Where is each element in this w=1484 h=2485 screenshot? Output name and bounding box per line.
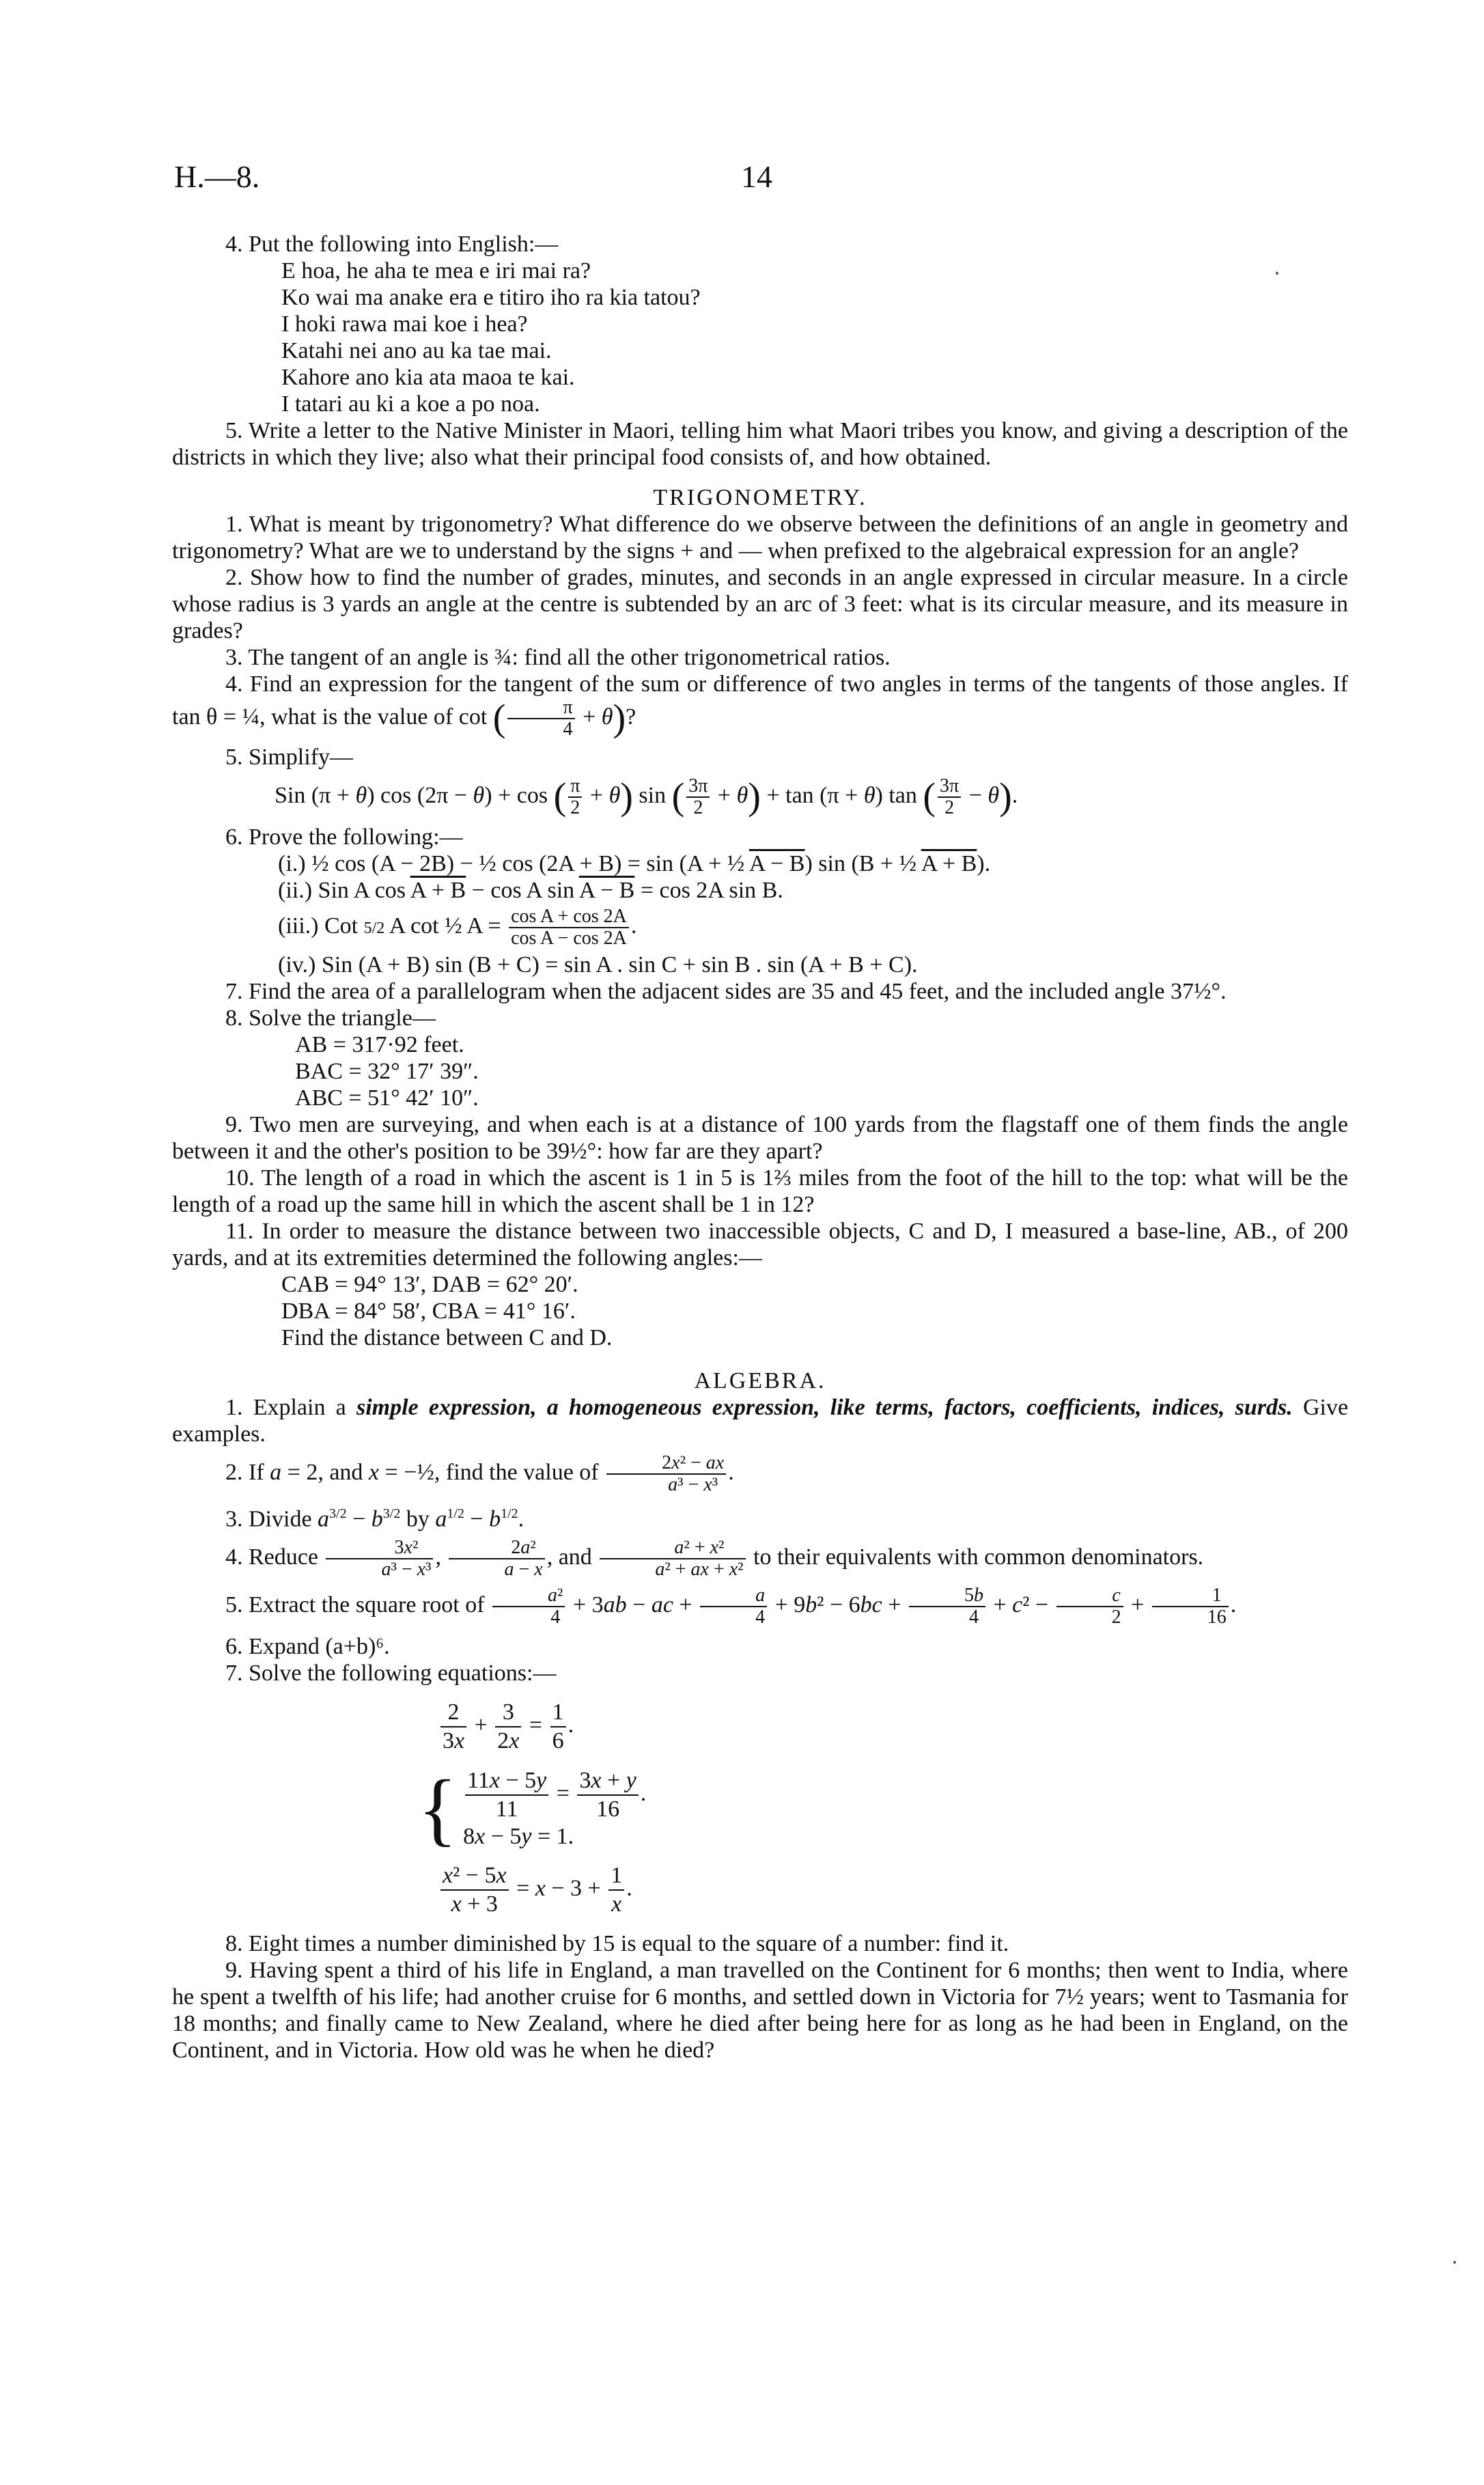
- baseline-angles: [172, 1271, 1348, 1351]
- algebra-question-2: 2. If a = 2, and x = −½, find the value of $\frac{\text{2x² − ax}}{\text{a³ − x³}}$ .: [225, 1452, 734, 1495]
- equation-3: $\frac{\text{x² − 5x}}{x + 3}$ = x − 3 + $\frac{1}{x}$ .: [172, 1862, 1348, 1918]
- prove-item-i: (i.) ½ cos (A − 2B) − ½ cos (2A + B) = sin (A + ½ A − B) sin (B + ½ A + B).: [278, 851, 991, 876]
- algebra-q1-suffix: Give examples.: [172, 1395, 1349, 1447]
- trig-question-8: 8. Solve the triangle—: [225, 1005, 436, 1031]
- simplify-expression: Sin (π + θ) cos (2π − θ) + cos ( $\frac{\pi}{2}$ + θ) sin ( $\frac{3\pi}{2}$ + θ) + tan (π + θ) tan ( $\frac{3\pi}{2}$ − θ).: [275, 775, 1018, 818]
- trig-question-7: 7. Find the area of a parallelogram when the adjacent sides are 35 and 45 feet, and the included angle 37½°.: [225, 979, 1227, 1004]
- angles-line: CAB = 94° 13′, DAB = 62° 20′.: [281, 1272, 578, 1297]
- algebra-question-7: 7. Solve the following equations:—: [225, 1661, 557, 1686]
- prove-items: [172, 850, 1348, 978]
- maori-line: Katahi nei ano au ka tae mai.: [281, 338, 552, 363]
- algebra-question-4: 4. Reduce $\frac{\text{3x²}}{\text{a³ − x³}}$ , $\frac{\text{2a²}}{a - x}$ , and $\frac{\text{a² + x²}}{\text{a² + ax + x²}}$ to their equivalents with common denominators.: [225, 1537, 1204, 1581]
- print-speck: [1453, 2261, 1456, 2264]
- prove-item-ii: (ii.) Sin A cos A + B − cos A sin A − B = cos 2A sin B.: [278, 878, 783, 903]
- algebra-q1-prefix: 1. Explain a: [225, 1395, 346, 1420]
- maori-question-4: 4. Put the following into English:—: [225, 232, 559, 257]
- equation-system: { $\frac{11x - 5y}{11}$ = $\frac{3x + y}{16}$ . 8x − 5y = 1.: [418, 1762, 647, 1854]
- algebra-question-5: 5. Extract the square root of $\frac{\text{a²}}{4}$ + 3ab − ac + $\frac{a}{4}$ + 9b² − 6bc + $\frac{5b}{4}$ + c² − $\frac{c}{2}$ + $\frac{1}{16}$ .: [225, 1585, 1237, 1628]
- page-body: [172, 231, 1348, 2064]
- trig-question-9: 9. Two men are surveying, and when each is at a distance of 100 yards from the flagstaff one of them finds the angle between it and the other's position to be 39½°: how far are they apart?: [172, 1112, 1348, 1164]
- trig-question-3: 3. The tangent of an angle is ¾: find all the other trigonometrical ratios.: [225, 645, 891, 670]
- trig-question-2: 2. Show how to find the number of grades, minutes, and seconds in an angle expressed in circular measure. In a circle whose radius is 3 yards an angle at the centre is subtended by an arc of 3 feet: what is its circular measure, and its measure in grades?: [172, 565, 1348, 643]
- algebra-question-1: [172, 1394, 1348, 1447]
- trigonometry-heading: TRIGONOMETRY.: [653, 485, 867, 510]
- algebra-heading: ALGEBRA.: [694, 1368, 826, 1393]
- triangle-line: AB = 317·92 feet.: [295, 1032, 464, 1057]
- maori-line: Kahore ano kia ata maoa te kai.: [281, 365, 575, 390]
- trig-question-6: 6. Prove the following:—: [225, 824, 463, 850]
- trig-question-5: 5. Simplify—: [225, 745, 354, 770]
- algebra-q1-terms: simple expression, a homogeneous expression, like terms, factors, coefficients, indices, surds.: [356, 1395, 1293, 1420]
- prove-item-iv: (iv.) Sin (A + B) sin (B + C) = sin A . sin C + sin B . sin (A + B + C).: [278, 952, 918, 977]
- algebra-question-9: 9. Having spent a third of his life in England, a man travelled on the Continent for 6 months; then went to India, where he spent a twelfth of his life; had another cruise for 6 months, and settled down in Victoria for 7½ years; went to Tasmania for 18 months; and finally came to New Zealand, where he died after being here for as long as he had been in England, on the Continent, and in Victoria. How old was he when he died?: [172, 1958, 1348, 2064]
- maori-line: I tatari au ki a koe a po noa.: [281, 391, 540, 417]
- trig-question-1: 1. What is meant by trigonometry? What difference do we observe between the definitions of an angle in geometry and trigonometry? What are we to understand by the signs + and — when prefixed to the algebraical expression for an angle?: [172, 512, 1348, 564]
- cot-expression: ( $\frac{\pi}{4}$ + θ)?: [492, 697, 636, 740]
- trig-question-10: 10. The length of a road in which the ascent is 1 in 5 is 1⅔ miles from the foot of the hill to the top: what will be the length of a road up the same hill in which the ascent shall be 1 in 12?: [172, 1165, 1348, 1217]
- maori-line: Ko wai ma anake era e titiro iho ra kia tatou?: [281, 285, 701, 310]
- angles-line: Find the distance between C and D.: [281, 1325, 613, 1350]
- document-reference: H.—8.: [174, 159, 260, 194]
- maori-line: E hoa, he aha te mea e iri mai ra?: [281, 258, 591, 283]
- page-number: 14: [741, 159, 772, 194]
- angles-line: DBA = 84° 58′, CBA = 41° 16′.: [281, 1299, 576, 1324]
- print-speck: [1276, 272, 1278, 275]
- trig-question-4: [172, 671, 1348, 740]
- maori-line: I hoki rawa mai koe i hea?: [281, 311, 528, 337]
- trig-question-11: 11. In order to measure the distance between two inaccessible objects, C and D, I measured a base-line, AB., of 200 yards, and at its extremities determined the following angles:—: [172, 1219, 1348, 1271]
- prove-item-iii: (iii.) Cot 5/2 A cot ½ A = $\frac{\text{cos A + cos 2A}}{\text{cos A − cos 2A}}$ .: [278, 906, 637, 949]
- triangle-line: BAC = 32° 17′ 39″.: [295, 1059, 479, 1084]
- triangle-line: ABC = 51° 42′ 10″.: [295, 1085, 479, 1111]
- maori-sentences: [172, 258, 1348, 417]
- algebra-question-8: 8. Eight times a number diminished by 15 is equal to the square of a number: find it.: [225, 1931, 1009, 1957]
- maori-question-5: 5. Write a letter to the Native Minister in Maori, telling him what Maori tribes you know, and giving a description of the districts in which they live; also what their principal food consists of, and how obtained.: [172, 418, 1348, 470]
- triangle-data: [172, 1031, 1348, 1111]
- trig-question-4-text: 4. Find an expression for the tangent of the sum or difference of two angles in terms of the tangents of those angles. If tan θ = ¼, what is the value of cot: [172, 671, 1348, 730]
- equation-1: $\frac{2}{3x}$ + $\frac{3}{2x}$ = $\frac{1}{6}$ .: [172, 1699, 1348, 1755]
- algebra-question-3: 3. Divide $a^{3/2} - b^{3/2}$ by $a^{1/2} - b^{1/2}$.: [225, 1506, 524, 1532]
- algebra-question-6: 6. Expand (a+b)⁶.: [225, 1634, 390, 1660]
